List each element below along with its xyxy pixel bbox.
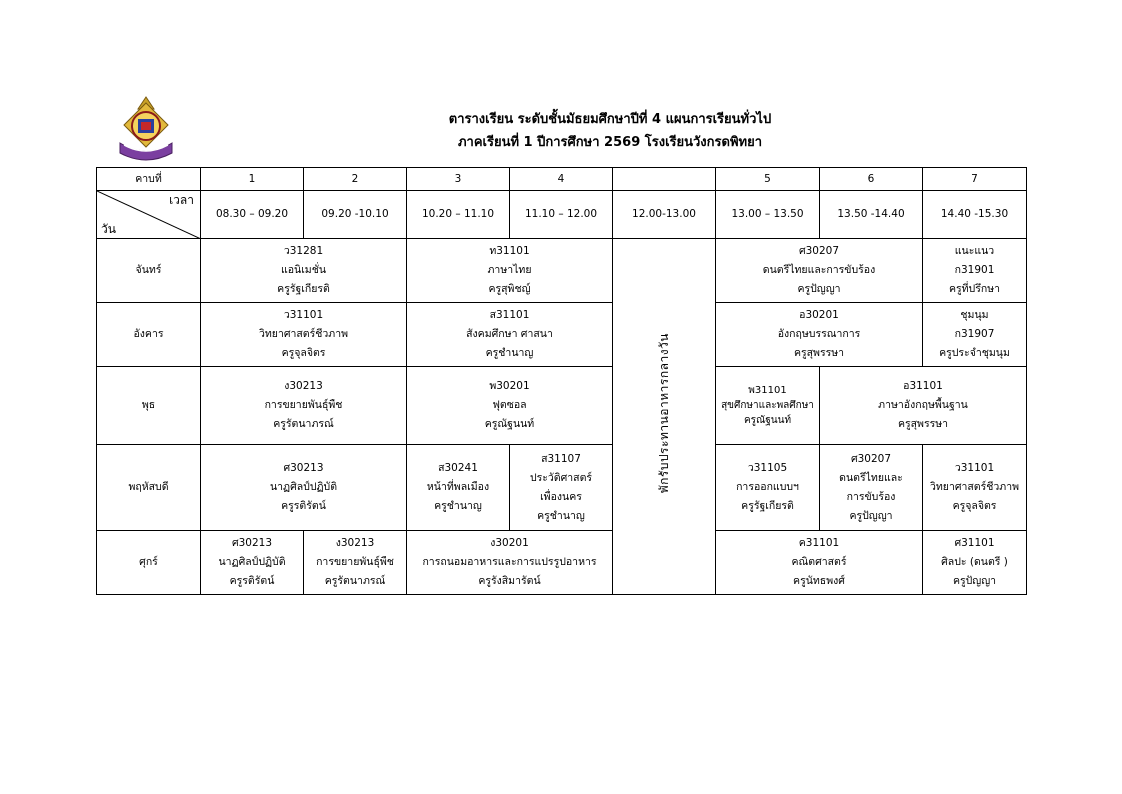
subject-name: การขยายพันธุ์พืช bbox=[316, 556, 394, 568]
teacher-name: ครูปัญญา bbox=[849, 509, 893, 522]
time-6: 13.50 -14.40 bbox=[820, 191, 923, 239]
subject-name: การถนอมอาหารและการแปรรูปอาหาร bbox=[422, 556, 597, 568]
subject-code: ว31101 bbox=[954, 462, 995, 474]
subject-name: ฟุตซอล bbox=[492, 399, 527, 411]
subject-code: พ31101 bbox=[748, 385, 787, 396]
teacher-name: ครูที่ปรึกษา bbox=[948, 283, 1001, 295]
class-cell bbox=[201, 367, 407, 445]
day-monday: จันทร์ bbox=[97, 239, 201, 303]
period-7: 7 bbox=[923, 168, 1027, 191]
teacher-name: ครูปัญญา bbox=[952, 575, 997, 587]
teacher-name: ครูชำนาญ bbox=[537, 509, 585, 522]
class-cell bbox=[407, 303, 613, 367]
subject-name: วิทยาศาสตร์ชีวภาพ bbox=[258, 328, 349, 340]
subject-name: อังกฤษบรรณาการ bbox=[777, 328, 861, 340]
subject-name: สังคมศึกษา ศาสนา bbox=[466, 328, 553, 340]
class-cell bbox=[201, 531, 304, 595]
subject-name: นาฏศิลป์ปฏิบัติ bbox=[218, 556, 286, 568]
class-cell bbox=[407, 239, 613, 303]
subject-code: ท31101 bbox=[489, 245, 530, 257]
period-5: 5 bbox=[716, 168, 820, 191]
teacher-name: ครูรติรัตน์ bbox=[229, 575, 275, 587]
teacher-name: ครูรังสิมารัตน์ bbox=[478, 575, 541, 587]
period-label: คาบที่ bbox=[97, 168, 201, 191]
teacher-name: ครูรัฐเกียรติ bbox=[741, 500, 794, 512]
subject-name-extra: เพื่องนคร bbox=[540, 490, 582, 503]
time-5: 13.00 – 13.50 bbox=[716, 191, 820, 239]
period-1: 1 bbox=[201, 168, 304, 191]
subject-name: ดนตรีไทยและ bbox=[839, 471, 903, 484]
period-lunch bbox=[613, 168, 716, 191]
time-7: 14.40 -15.30 bbox=[923, 191, 1027, 239]
subject-code: ว31101 bbox=[283, 309, 324, 321]
lunch-break-label: พักรับประทานอาหารกลางวัน bbox=[656, 332, 671, 494]
class-cell bbox=[304, 531, 407, 595]
teacher-name: ครูสุพรรษา bbox=[897, 418, 949, 430]
school-emblem bbox=[114, 95, 178, 167]
teacher-name: ครูจุลจิตร bbox=[952, 500, 997, 512]
time-3: 10.20 – 11.10 bbox=[407, 191, 510, 239]
subject-code: ว31105 bbox=[747, 462, 788, 474]
time-lunch: 12.00-13.00 bbox=[613, 191, 716, 239]
teacher-name: ครูณัฐนนท์ bbox=[484, 418, 535, 430]
subject-name: คณิตศาสตร์ bbox=[791, 556, 847, 568]
period-2: 2 bbox=[304, 168, 407, 191]
subject-code: ส30241 bbox=[438, 462, 478, 474]
subject-name-extra: การขับร้อง bbox=[846, 490, 896, 503]
day-wednesday: พุธ bbox=[97, 367, 201, 445]
day-thursday: พฤหัสบดี bbox=[97, 445, 201, 531]
class-cell bbox=[923, 239, 1027, 303]
subject-code: แนะแนว bbox=[954, 245, 995, 257]
time-2: 09.20 -10.10 bbox=[304, 191, 407, 239]
teacher-name: ครูชำนาญ bbox=[434, 500, 482, 512]
class-cell bbox=[716, 303, 923, 367]
subject-code: ง30213 bbox=[335, 537, 375, 549]
period-3: 3 bbox=[407, 168, 510, 191]
class-cell bbox=[407, 531, 613, 595]
teacher-name: ครูชำนาญ bbox=[485, 347, 534, 359]
teacher-name: ครูรติรัตน์ bbox=[281, 500, 326, 512]
teacher-name: ครูรัตนาภรณ์ bbox=[273, 418, 334, 430]
class-cell bbox=[716, 531, 923, 595]
class-cell bbox=[923, 303, 1027, 367]
subject-code: ศ30207 bbox=[850, 452, 892, 465]
time-4: 11.10 – 12.00 bbox=[510, 191, 613, 239]
teacher-name: ครูนัทธพงศ์ bbox=[793, 575, 845, 587]
period-6: 6 bbox=[820, 168, 923, 191]
class-cell bbox=[201, 239, 407, 303]
page-title: ตารางเรียน ระดับชั้นมัธยมศึกษาปีที่ 4 แผนการเรียนทั่วไป bbox=[448, 112, 772, 127]
teacher-name: ครูสุพิชญ์ bbox=[488, 283, 531, 295]
subject-name: ภาษาอังกฤษพื้นฐาน bbox=[878, 399, 968, 411]
teacher-name: ครูจุลจิตร bbox=[281, 347, 326, 359]
day-friday: ศุกร์ bbox=[97, 531, 201, 595]
subject-name: วิทยาศาสตร์ชีวภาพ bbox=[929, 481, 1020, 493]
subject-name: ดนตรีไทยและการขับร้อง bbox=[762, 264, 876, 276]
class-cell bbox=[407, 367, 613, 445]
class-cell bbox=[923, 531, 1027, 595]
subject-code: พ30201 bbox=[489, 380, 530, 392]
teacher-name: ครูสุพรรษา bbox=[793, 347, 845, 359]
subject-name: นาฏศิลป์ปฏิบัติ bbox=[269, 481, 338, 493]
class-cell bbox=[923, 445, 1027, 531]
class-cell bbox=[201, 303, 407, 367]
teacher-name: ครูรัตนาภรณ์ bbox=[324, 575, 386, 587]
teacher-name: ครูณัฐนนท์ bbox=[743, 415, 792, 426]
subject-code: ง30213 bbox=[284, 380, 323, 392]
teacher-name: ครูรัฐเกียรติ bbox=[277, 283, 330, 295]
subject-code: ส31107 bbox=[541, 452, 581, 465]
class-cell bbox=[820, 445, 923, 531]
time-1: 08.30 – 09.20 bbox=[201, 191, 304, 239]
subject-name: ภาษาไทย bbox=[487, 264, 532, 276]
subject-code: ว31281 bbox=[283, 245, 324, 257]
subject-code: ส31101 bbox=[489, 309, 530, 321]
class-cell bbox=[407, 445, 510, 531]
class-cell bbox=[716, 445, 820, 531]
subject-name: การขยายพันธุ์พืช bbox=[264, 399, 343, 411]
subject-code: ศ31101 bbox=[954, 537, 995, 549]
subject-name: หน้าที่พลเมือง bbox=[426, 481, 490, 493]
time-label: เวลา bbox=[169, 193, 194, 207]
subject-name: แอนิเมชั่น bbox=[280, 264, 327, 276]
class-cell bbox=[201, 445, 407, 531]
subject-code: อ31101 bbox=[903, 380, 943, 392]
subject-name: การออกแบบฯ bbox=[736, 481, 799, 493]
subject-code: ค31101 bbox=[798, 537, 840, 549]
class-cell bbox=[716, 367, 820, 445]
timetable bbox=[96, 167, 1027, 595]
subject-name: ก31907 bbox=[954, 328, 995, 340]
page-subtitle: ภาคเรียนที่ 1 ปีการศึกษา 2569 โรงเรียนวังกรดพิทยา bbox=[457, 135, 763, 150]
teacher-name: ครูปัญญา bbox=[797, 283, 841, 295]
lunch-break bbox=[613, 239, 716, 595]
subject-code: ง30201 bbox=[490, 537, 529, 549]
subject-name: สุขศึกษาและพลศึกษา bbox=[721, 400, 814, 411]
subject-code: อ30201 bbox=[799, 309, 839, 321]
subject-name: ศิลปะ (ดนตรี ) bbox=[941, 556, 1008, 568]
class-cell bbox=[820, 367, 1027, 445]
subject-name: ก31901 bbox=[954, 264, 995, 276]
day-tuesday: อังคาร bbox=[97, 303, 201, 367]
subject-code: ชุมนุม bbox=[960, 309, 989, 321]
period-4: 4 bbox=[510, 168, 613, 191]
subject-code: ศ30213 bbox=[283, 462, 324, 474]
subject-code: ศ30213 bbox=[231, 537, 273, 549]
subject-name: ประวัติศาสตร์ bbox=[529, 471, 593, 484]
subject-code: ศ30207 bbox=[798, 245, 840, 257]
class-cell bbox=[510, 445, 613, 531]
day-label: วัน bbox=[101, 222, 116, 236]
class-cell bbox=[716, 239, 923, 303]
time-day-header bbox=[97, 191, 201, 239]
teacher-name: ครูประจำชุมนุม bbox=[939, 347, 1010, 359]
